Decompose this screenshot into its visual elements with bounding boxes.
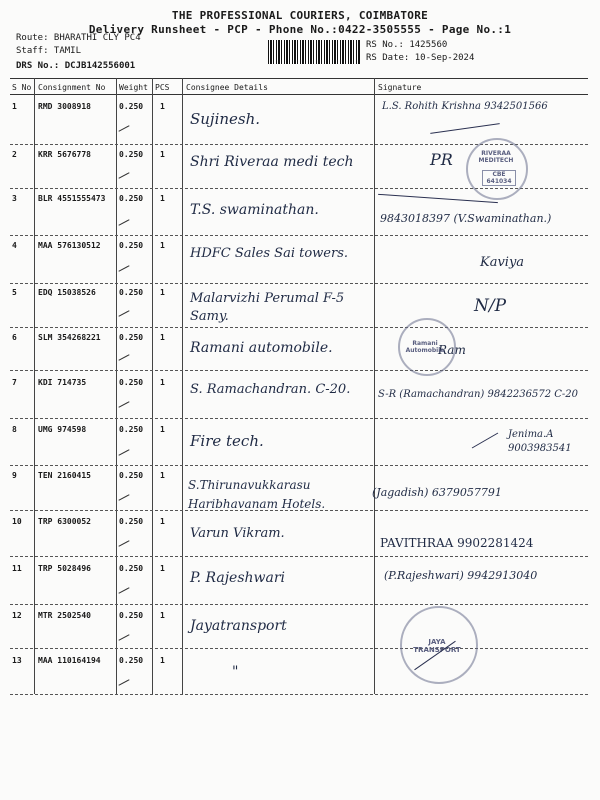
row-8-consignee: Fire tech. <box>190 432 264 450</box>
column-divider <box>34 78 35 694</box>
row-2-signature: PR <box>430 150 453 169</box>
row-12-consignment: MTR 2502540 <box>38 611 91 620</box>
row-3-sno: 3 <box>12 194 17 203</box>
row-12-tick-mark <box>118 634 129 641</box>
row-3-pcs: 1 <box>160 194 165 203</box>
row-8-signature: Jenima.A 9003983541 <box>508 429 572 454</box>
rs-date: RS Date: 10-Sep-2024 <box>366 53 475 63</box>
row-rule <box>10 370 588 371</box>
row-6-consignee: Ramani automobile. <box>190 340 333 356</box>
row-rule <box>10 556 588 557</box>
row-9-tick-mark <box>118 494 129 501</box>
row-2-consignee: Shri Riveraa medi tech <box>190 154 354 170</box>
row-4-sno: 4 <box>12 241 17 250</box>
row-9-consignment: TEN 2160415 <box>38 471 91 480</box>
riveraa-stamp-label: RIVERAA MEDITECH <box>478 150 514 164</box>
col-header-pcs: PCS <box>155 83 170 92</box>
cbe-stamp-label: CBE 641034 <box>482 170 516 186</box>
row-13-weight: 0.250 <box>119 656 144 665</box>
row-8-consignment: UMG 974598 <box>38 425 87 434</box>
row-13-sno: 13 <box>12 656 22 665</box>
row-1-signature-scribble <box>430 123 499 134</box>
row-rule <box>10 648 588 649</box>
row-6-weight: 0.250 <box>119 333 144 342</box>
row-3-signature: 9843018397 (V.Swaminathan.) <box>380 212 552 225</box>
row-rule <box>10 235 588 236</box>
company-title: THE PROFESSIONAL COURIERS, COIMBATORE <box>171 9 429 22</box>
row-7-tick-mark <box>118 401 129 408</box>
row-1-consignment: RMD 3008918 <box>38 102 91 111</box>
row-2-weight: 0.250 <box>119 150 144 159</box>
column-divider <box>374 78 375 694</box>
row-6-pcs: 1 <box>160 333 165 342</box>
row-4-pcs: 1 <box>160 241 165 250</box>
row-9-pcs: 1 <box>160 471 165 480</box>
row-12-consignee: Jayatransport <box>190 618 287 634</box>
row-5-consignee: Malarvizhi Perumal F-5 Samy. <box>190 291 345 324</box>
staff-label: Staff: TAMIL <box>16 46 82 56</box>
row-9-weight: 0.250 <box>119 471 144 480</box>
row-13-consignee: " <box>232 664 239 680</box>
row-rule <box>10 327 588 328</box>
row-7-pcs: 1 <box>160 378 165 387</box>
row-11-pcs: 1 <box>160 564 165 573</box>
row-12-weight: 0.250 <box>119 611 144 620</box>
row-4-signature: Kaviya <box>480 255 525 270</box>
row-4-consignment: MAA 576130512 <box>38 241 101 250</box>
header-bottom-rule <box>10 94 588 95</box>
row-9-signature: (Jagadish) 6379057791 <box>372 486 502 499</box>
row-5-consignment: EDQ 15038526 <box>38 288 96 297</box>
row-11-consignee: P. Rajeshwari <box>190 570 286 586</box>
row-5-signature: N/P <box>474 296 507 316</box>
row-1-consignee: Sujinesh. <box>190 110 261 128</box>
row-7-signature: S-R (Ramachandran) 9842236572 C-20 <box>378 389 579 400</box>
row-12-sno: 12 <box>12 611 22 620</box>
row-5-pcs: 1 <box>160 288 165 297</box>
col-header-signature: Signature <box>378 83 422 92</box>
row-1-weight: 0.250 <box>119 102 144 111</box>
row-3-consignee: T.S. swaminathan. <box>190 202 319 218</box>
column-divider <box>182 78 183 694</box>
col-header-weight: Weight <box>119 83 148 92</box>
row-6-signature: Ram <box>438 343 466 357</box>
row-2-tick-mark <box>118 172 129 179</box>
row-rule <box>10 418 588 419</box>
jaya-transport-stamp-label: JAYA TRANSPORT <box>413 638 461 654</box>
row-10-sno: 10 <box>12 517 22 526</box>
row-6-sno: 6 <box>12 333 17 342</box>
row-4-weight: 0.250 <box>119 241 144 250</box>
table-top-rule <box>10 78 588 79</box>
row-10-signature: PAVITHRAA 9902281424 <box>380 536 534 550</box>
row-8-sno: 8 <box>12 425 17 434</box>
row-5-sno: 5 <box>12 288 17 297</box>
column-divider <box>152 78 153 694</box>
row-10-consignment: TRP 6300052 <box>38 517 91 526</box>
row-11-tick-mark <box>118 587 129 594</box>
row-1-tick-mark <box>118 125 129 132</box>
barcode-image <box>268 40 360 64</box>
row-9-sno: 9 <box>12 471 17 480</box>
row-1-pcs: 1 <box>160 102 165 111</box>
row-10-consignee: Varun Vikram. <box>190 526 285 541</box>
row-rule <box>10 283 588 284</box>
row-6-tick-mark <box>118 354 129 361</box>
row-7-weight: 0.250 <box>119 378 144 387</box>
column-divider <box>116 78 117 694</box>
row-6-consignment: SLM 354268221 <box>38 333 101 342</box>
row-3-tick-mark <box>118 219 129 226</box>
row-11-consignment: TRP 5028496 <box>38 564 91 573</box>
row-8-tick-mark <box>118 449 129 456</box>
row-11-weight: 0.250 <box>119 564 144 573</box>
row-9-consignee: S.Thirunavukkarasu Haribhavanam Hotels. <box>188 478 326 511</box>
row-8-signature-scribble <box>472 433 498 449</box>
col-header-consignment: Consignment No <box>38 83 106 92</box>
row-3-consignment: BLR 4551555473 <box>38 194 106 203</box>
row-rule <box>10 604 588 605</box>
row-11-sno: 11 <box>12 564 22 573</box>
row-rule <box>10 465 588 466</box>
row-7-consignment: KDI 714735 <box>38 378 87 387</box>
row-7-consignee: S. Ramachandran. C-20. <box>190 382 351 397</box>
row-1-signature: L.S. Rohith Krishna 9342501566 <box>382 101 548 112</box>
row-7-sno: 7 <box>12 378 17 387</box>
row-2-consignment: KRR 5676778 <box>38 150 91 159</box>
route-label: Route: BHARATHI CLY PC4 <box>16 33 141 43</box>
row-11-signature: (P.Rajeshwari) 9942913040 <box>384 569 538 582</box>
row-10-weight: 0.250 <box>119 517 144 526</box>
row-rule <box>10 694 588 695</box>
row-1-sno: 1 <box>12 102 17 111</box>
row-10-pcs: 1 <box>160 517 165 526</box>
drs-number: DRS No.: DCJB142556001 <box>16 61 136 71</box>
row-10-tick-mark <box>118 540 129 547</box>
row-4-tick-mark <box>118 265 129 272</box>
row-8-pcs: 1 <box>160 425 165 434</box>
row-13-pcs: 1 <box>160 656 165 665</box>
row-3-weight: 0.250 <box>119 194 144 203</box>
row-5-tick-mark <box>118 310 129 317</box>
runsheet-subtitle: Delivery Runsheet - PCP - Phone No.:0422-3505555 - Page No.:1 <box>88 23 512 36</box>
row-13-tick-mark <box>118 679 129 686</box>
col-header-consignee: Consignee Details <box>186 83 268 92</box>
row-12-pcs: 1 <box>160 611 165 620</box>
rs-number: RS No.: 1425560 <box>366 40 448 50</box>
row-13-consignment: MAA 110164194 <box>38 656 101 665</box>
row-2-pcs: 1 <box>160 150 165 159</box>
row-4-consignee: HDFC Sales Sai towers. <box>190 246 349 261</box>
row-8-weight: 0.250 <box>119 425 144 434</box>
riveraa-stamp-image <box>466 138 528 200</box>
col-header-sno: S No <box>12 83 32 92</box>
row-5-weight: 0.250 <box>119 288 144 297</box>
row-2-sno: 2 <box>12 150 17 159</box>
ramani-stamp-label: Ramani Automobile <box>405 340 445 354</box>
